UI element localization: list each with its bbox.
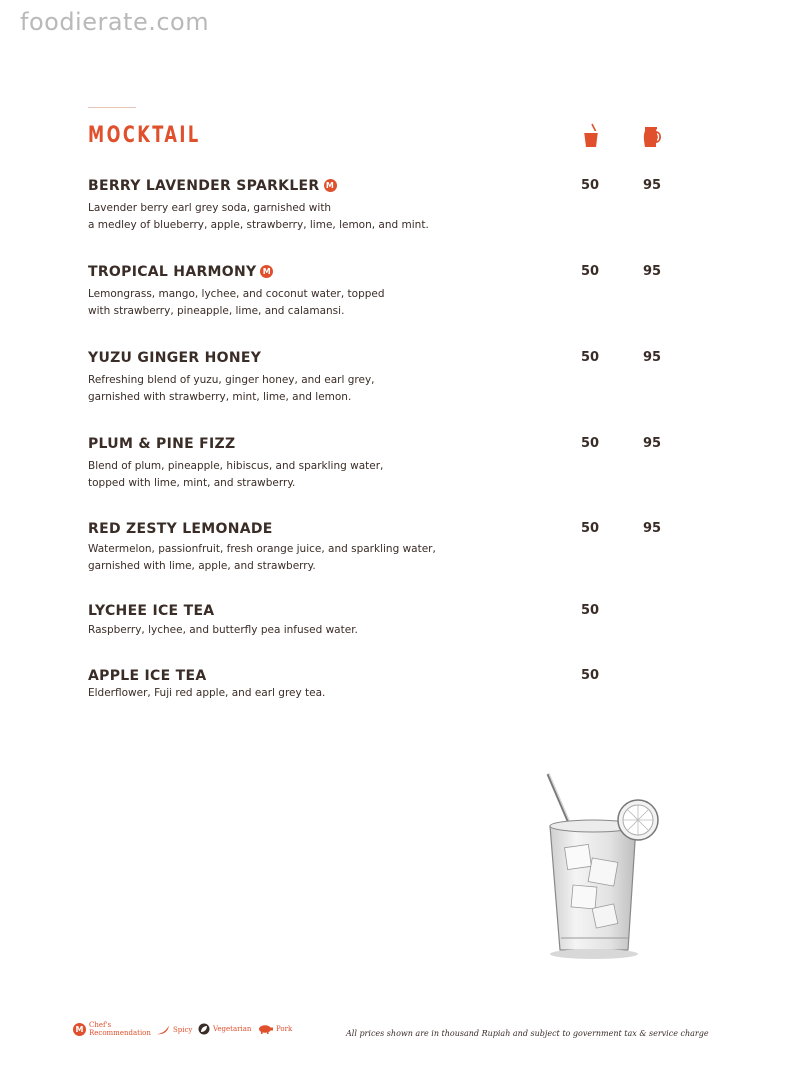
item-name-text: PLUM & PINE FIZZ xyxy=(88,436,236,452)
item-description-line: garnished with lime, apple, and strawberry. xyxy=(88,559,316,572)
item-description-line: garnished with strawberry, mint, lime, and lemon. xyxy=(88,390,352,403)
item-name xyxy=(88,264,273,280)
glass-icon xyxy=(579,123,603,149)
item-description-line: Blend of plum, pineapple, hibiscus, and sparkling water, xyxy=(88,460,384,472)
item-name-text: TROPICAL HARMONY xyxy=(88,264,257,280)
price-glass: 50 xyxy=(580,521,600,536)
chef-recommendation-icon: M xyxy=(73,1023,86,1036)
pig-icon xyxy=(257,1024,273,1034)
item-name xyxy=(88,178,337,194)
chef-recommendation-icon: M xyxy=(324,179,337,192)
item-name-text: YUZU GINGER HONEY xyxy=(88,350,262,366)
item-description xyxy=(88,372,488,405)
item-name xyxy=(88,436,235,452)
price-glass: 50 xyxy=(580,436,600,451)
jug-icon xyxy=(640,123,664,149)
chili-icon xyxy=(156,1025,170,1035)
item-description-line: Lavender berry earl grey soda, garnished with xyxy=(88,202,332,214)
item-description-line: Refreshing blend of yuzu, ginger honey, and earl grey, xyxy=(88,374,375,386)
price-glass: 50 xyxy=(580,350,600,365)
leaf-icon xyxy=(198,1023,210,1035)
item-description-line: topped with lime, mint, and strawberry. xyxy=(88,476,296,489)
legend-spicy xyxy=(156,1025,192,1035)
price-jug: 95 xyxy=(642,521,662,536)
item-name-text: APPLE ICE TEA xyxy=(88,668,207,684)
legend-vegetarian xyxy=(198,1023,251,1035)
price-footnote: All prices shown are in thousand Rupiah and subject to government tax & service charge xyxy=(346,1029,709,1038)
legend-chef-line2: Recommendation xyxy=(89,1029,151,1037)
item-name-text: RED ZESTY LEMONADE xyxy=(88,521,273,537)
price-glass: 50 xyxy=(580,264,600,279)
price-glass: 50 xyxy=(580,668,600,683)
item-name xyxy=(88,668,206,684)
legend-chef-line1: Chef's xyxy=(89,1021,112,1029)
price-jug: 95 xyxy=(642,264,662,279)
legend-vegetarian-label: Vegetarian xyxy=(213,1024,252,1033)
legend-spicy-label: Spicy xyxy=(173,1025,193,1034)
price-glass: 50 xyxy=(580,178,600,193)
price-jug: 95 xyxy=(642,350,662,365)
item-name-text: LYCHEE ICE TEA xyxy=(88,603,215,619)
section-top-rule xyxy=(88,107,136,108)
item-name xyxy=(88,350,261,366)
watermark: foodierate.com xyxy=(20,8,210,36)
item-description-line: with strawberry, pineapple, lime, and calamansi. xyxy=(88,304,345,317)
legend-pork xyxy=(257,1024,292,1034)
item-description xyxy=(88,685,488,702)
item-name-text: BERRY LAVENDER SPARKLER xyxy=(88,178,320,194)
item-description xyxy=(88,458,488,491)
iced-drink-illustration xyxy=(528,768,678,968)
item-description-line: a medley of blueberry, apple, strawberry, lime, lemon, and mint. xyxy=(88,218,429,231)
legend-pork-label: Pork xyxy=(276,1024,293,1033)
item-description-line: Lemongrass, mango, lychee, and coconut water, topped xyxy=(88,288,385,300)
item-description xyxy=(88,622,488,639)
item-description-line: Watermelon, passionfruit, fresh orange juice, and sparkling water, xyxy=(88,543,436,555)
item-description xyxy=(88,541,488,574)
price-jug: 95 xyxy=(642,436,662,451)
item-description-line: Raspberry, lychee, and butterfly pea infused water. xyxy=(88,624,358,636)
price-jug: 95 xyxy=(642,178,662,193)
item-description xyxy=(88,286,488,319)
legend-chef xyxy=(73,1022,151,1037)
item-description xyxy=(88,200,488,233)
item-name xyxy=(88,521,273,537)
section-title: MOCKTAIL xyxy=(88,123,201,148)
chef-recommendation-icon: M xyxy=(260,265,273,278)
item-name xyxy=(88,603,214,619)
item-description-line: Elderflower, Fuji red apple, and earl grey tea. xyxy=(88,687,326,699)
price-glass: 50 xyxy=(580,603,600,618)
